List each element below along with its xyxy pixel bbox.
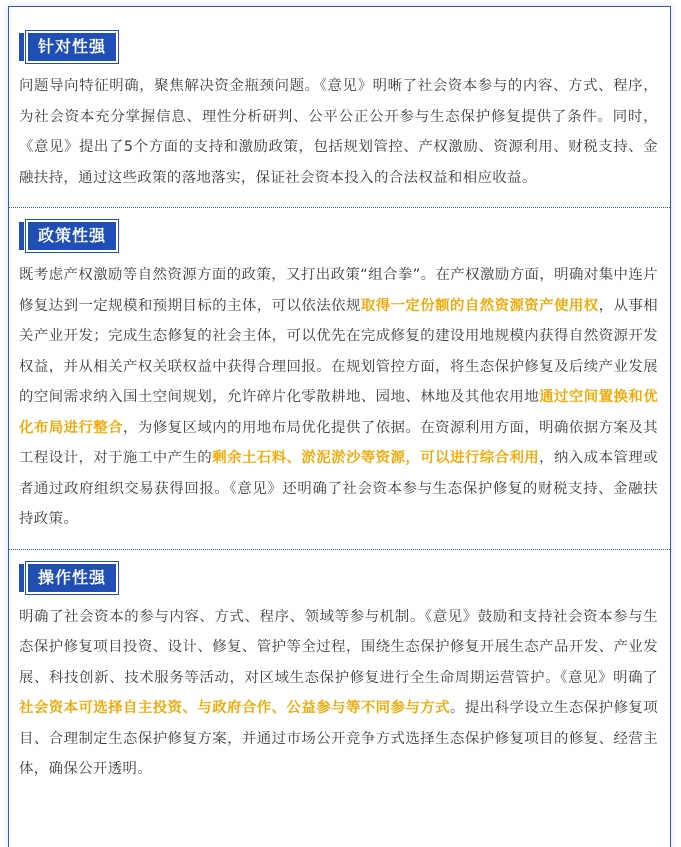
section-heading-wrap [19,31,662,67]
section-policy [9,207,670,549]
highlighted-text: 取得一定份额的自然资源资产使用权 [360,297,599,314]
section-paragraph [17,260,662,549]
highlighted-text: 通过空间置换和优化布局进行整合 [19,389,658,436]
body-text: 明确了社会资本的参与内容、方式、程序、领域等参与机制。《意见》鼓励和支持社会资本参与生态保护修复项目投资、设计、修复、管护等全过程，围绕生态保护修复开展生态产品开发、产业发展、科技创新、技术服务等活动，对区域生态保护修复进行全生命周期运营管护。《意见》明确了 [19,608,658,686]
body-text: 。提出科学设立生态保护修复项目、合理制定生态保护修复方案，并通过市场公开竞争方式选择生态保护修复项目的修复、经营主体，确保公开透明。 [19,700,658,777]
body-text: ，纳入成本管理或者通过政府组织交易获得回报。《意见》还明确了社会资本参与生态保护修复的财税支持、金融扶持政策。 [19,450,658,527]
highlighted-text: 社会资本可选择自主投资、与政府合作、公益参与等不同参与方式 [19,700,450,716]
section-heading: 针对性强 [26,31,118,63]
section-heading-wrap [19,562,662,598]
section-heading: 政策性强 [26,220,118,252]
section-operational [9,549,670,785]
section-heading-wrap [19,220,662,256]
article-frame [8,6,671,847]
section-targeted [9,7,670,207]
heading-accent-bar [19,222,24,250]
body-text: 问题导向特征明确，聚焦解决资金瓶颈问题。《意见》明晰了社会资本参与的内容、方式、程序，为社会资本充分掌握信息、理性分析研判、公平公正公开参与生态保护修复提供了条件。同时，《意见》提出了5个方面的支持和激励政策，包括规划管控、产权激励、资源利用、财税支持、金融扶持，通过这些政策的落地落实，保证社会资本投入的合法权益和相应收益。 [19,78,658,186]
highlighted-text: 剩余土石料、淤泥淤沙等资源，可以进行综合利用 [212,450,540,466]
body-text: 既考虑产权激励等自然资源方面的政策，又打出政策“组合拳”。在产权激励方面，明确对集中连片修复达到一定规模和预期目标的主体，可以依法依规 [19,267,658,314]
section-paragraph [17,71,662,207]
section-heading: 操作性强 [26,562,118,594]
section-paragraph [17,602,662,785]
body-text: ，为修复区域内的用地布局优化提供了依据。在资源利用方面，明确依据方案及其工程设计，对于施工中产生的 [19,419,658,466]
body-text: ，从事相关产业开发；完成生态修复的社会主体，可以优先在完成修复的建设用地规模内获得自然资源开发权益，并从相关产权关联权益中获得合理回报。在规划管控方面，将生态保护修复及后续产业发展的空间需求纳入国土空间规划，允许碎片化零散耕地、园地、林地及其他农用地 [19,297,659,405]
heading-accent-bar [19,33,24,61]
heading-accent-bar [19,564,24,592]
